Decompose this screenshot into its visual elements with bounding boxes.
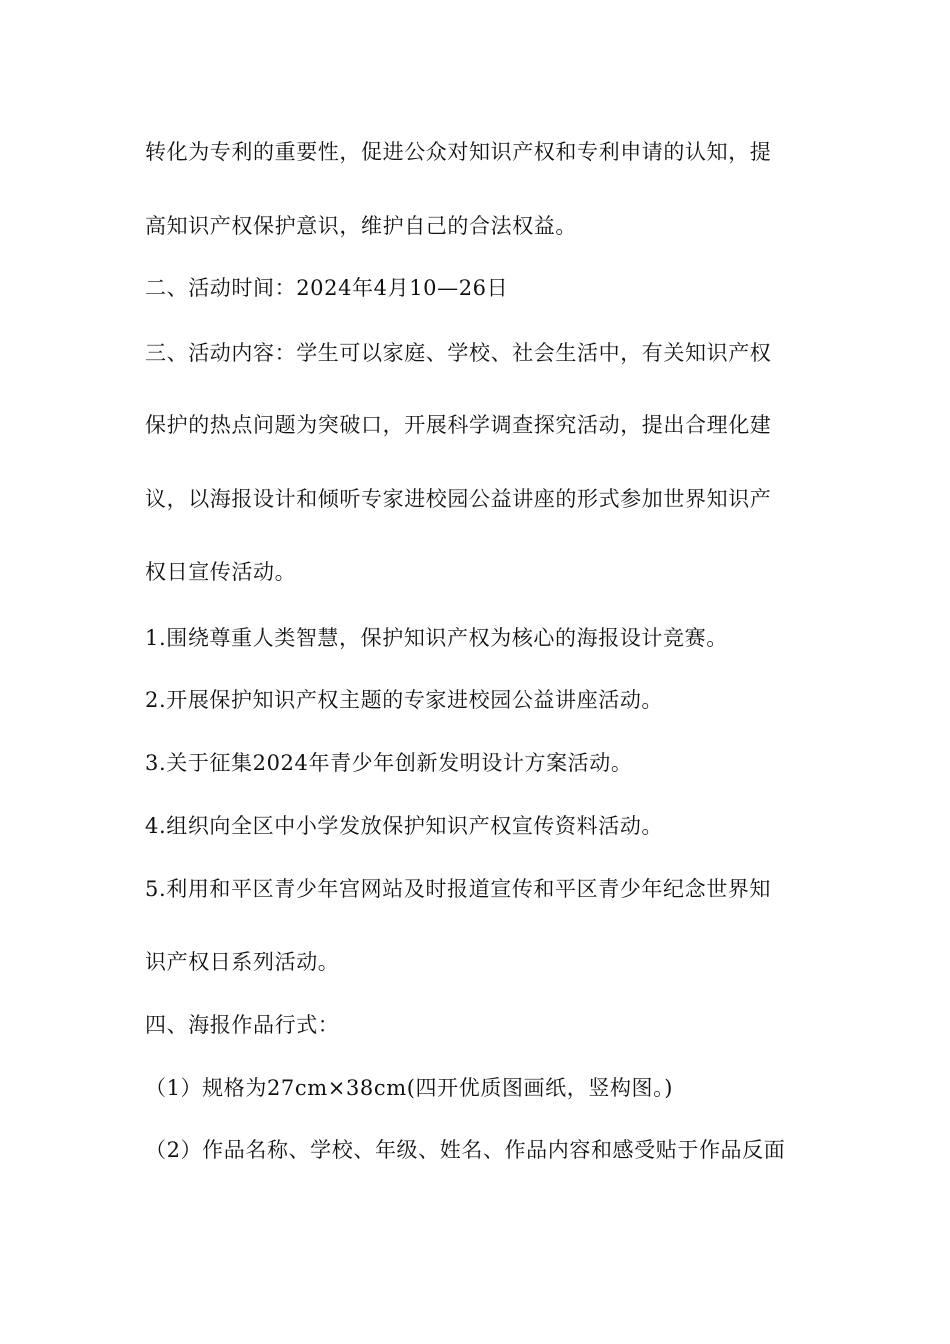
activity-content-line-1: 三、活动内容：学生可以家庭、学校、社会生活中，有关知识产权: [145, 341, 772, 365]
paragraph-intro-line-1: 转化为专利的重要性，促进公众对知识产权和专利申请的认知，提: [145, 140, 772, 164]
poster-format-heading: 四、海报作品行式：: [145, 1013, 340, 1037]
list-item-1: 1.围绕尊重人类智慧，保护知识产权为核心的海报设计竞赛。: [145, 626, 728, 650]
list-item-4: 4.组织向全区中小学发放保护知识产权宣传资料活动。: [145, 814, 664, 838]
activity-content-line-3: 议，以海报设计和倾听专家进校园公益讲座的形式参加世界知识产: [145, 487, 772, 511]
list-item-5-line-1: 5.利用和平区青少年宫网站及时报道宣传和平区青少年纪念世界知: [145, 877, 772, 901]
activity-time-line: 二、活动时间：2024年4月10—26日: [145, 276, 509, 300]
activity-content-line-2: 保护的热点问题为突破口，开展科学调查探究活动，提出合理化建: [145, 413, 772, 437]
paragraph-intro-line-2: 高知识产权保护意识，维护自己的合法权益。: [145, 214, 577, 238]
list-item-5-line-2: 识产权日系列活动。: [145, 950, 340, 974]
poster-format-item-1: （1）规格为27cm×38cm(四开优质图画纸，竖构图。): [145, 1076, 674, 1100]
list-item-3: 3.关于征集2024年青少年创新发明设计方案活动。: [145, 751, 633, 775]
activity-content-line-4: 权日宣传活动。: [145, 560, 297, 584]
poster-format-item-2: （2）作品名称、学校、年级、姓名、作品内容和感受贴于作品反面: [145, 1138, 786, 1162]
list-item-2: 2.开展保护知识产权主题的专家进校园公益讲座活动。: [145, 688, 664, 712]
